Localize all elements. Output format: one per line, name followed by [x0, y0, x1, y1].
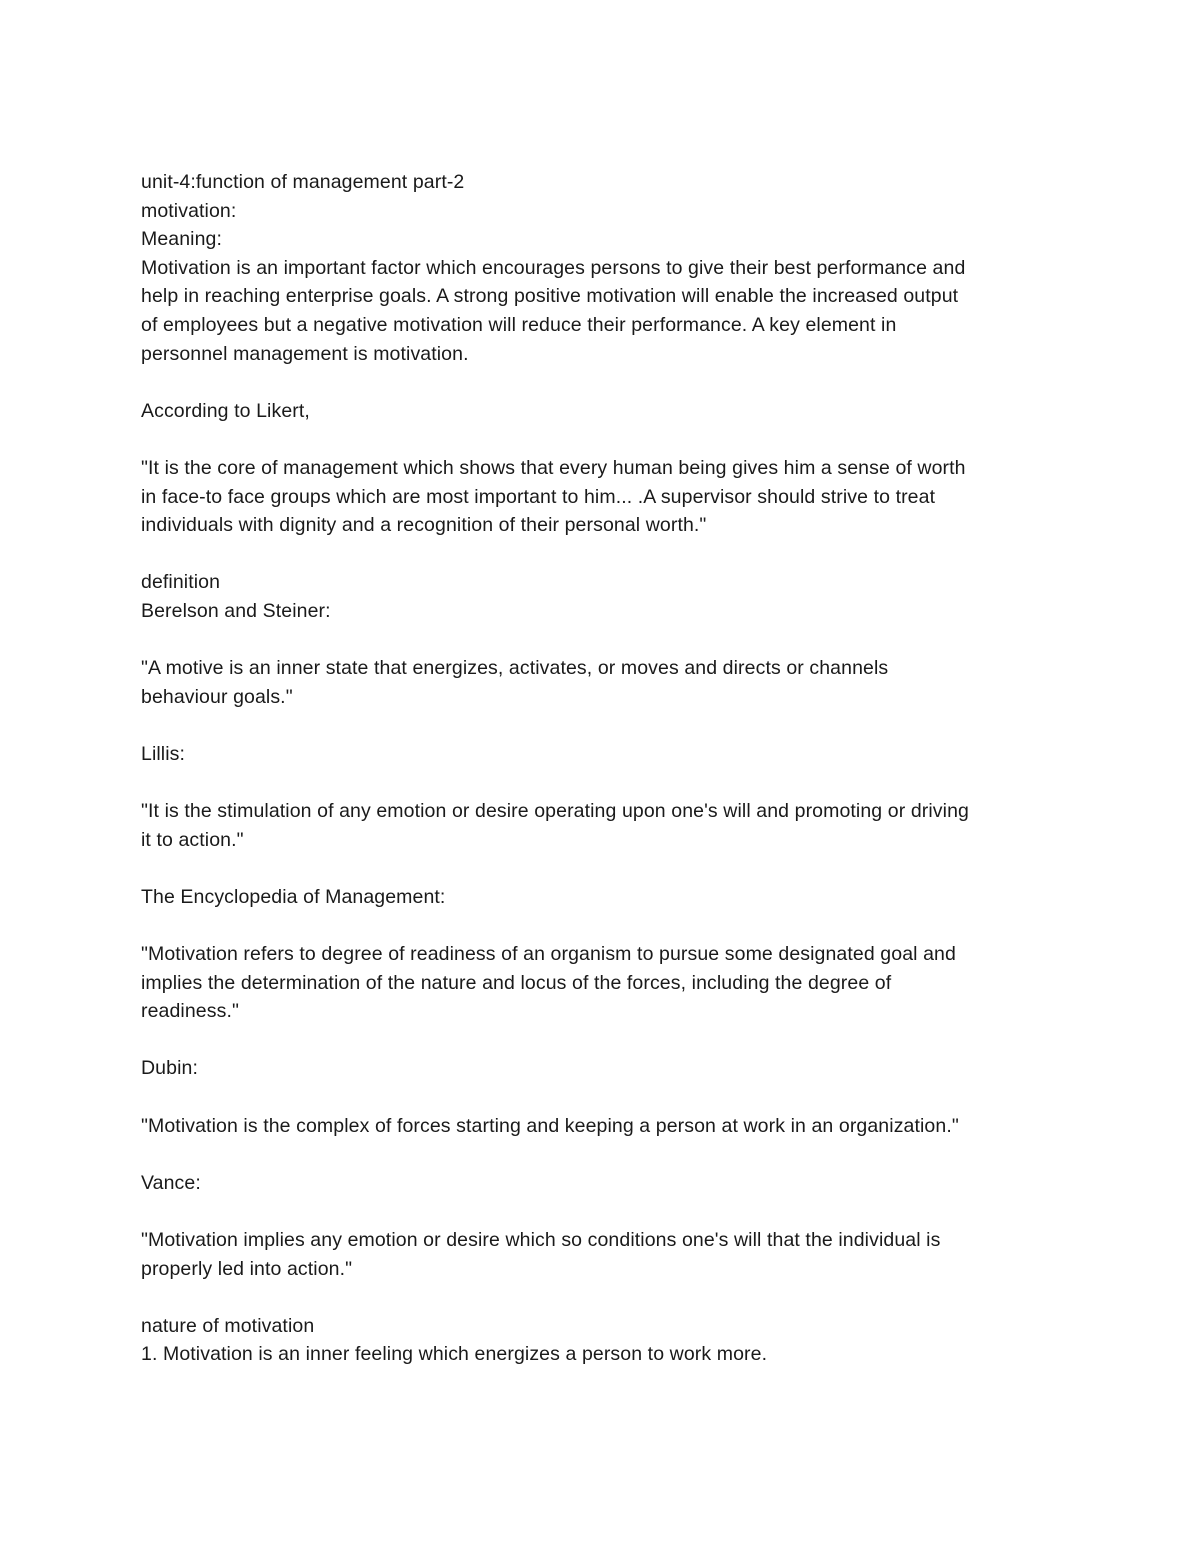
spacer [141, 540, 1061, 569]
lillis-quote-line: it to action." [141, 828, 244, 851]
spacer [141, 1140, 1061, 1169]
spacer [141, 626, 1061, 655]
likert-quote-line: in face-to face groups which are most important to him... .A supervisor should strive to treat [141, 485, 936, 508]
likert-quote-line: "It is the core of management which shows that every human being gives him a sense of worth [141, 456, 966, 479]
berelson-quote-line: "A motive is an inner state that energizes, activates, or moves and directs or channels [141, 657, 889, 680]
encyclopedia-quote-line: readiness." [141, 1000, 239, 1023]
spacer [141, 854, 1061, 883]
berelson-heading: Berelson and Steiner: [141, 599, 331, 622]
spacer [141, 768, 1061, 797]
likert-intro: According to Likert, [141, 399, 310, 422]
spacer [141, 1026, 1061, 1055]
spacer [141, 711, 1061, 740]
meaning-heading: Meaning: [141, 228, 223, 251]
spacer [141, 1197, 1061, 1226]
spacer [141, 911, 1061, 940]
nature-point: 1. Motivation is an inner feeling which energizes a person to work more. [141, 1343, 768, 1366]
berelson-quote-line: behaviour goals." [141, 685, 293, 708]
encyclopedia-quote-line: implies the determination of the nature and locus of the forces, including the degree of [141, 971, 892, 994]
encyclopedia-quote-line: "Motivation refers to degree of readiness of an organism to pursue some designated goal and [141, 943, 956, 966]
lillis-heading: Lillis: [141, 742, 186, 765]
meaning-paragraph-line: help in reaching enterprise goals. A strong positive motivation will enable the increased output [141, 285, 959, 308]
meaning-paragraph-line: of employees but a negative motivation will reduce their performance. A key element in [141, 313, 897, 336]
spacer [141, 368, 1061, 397]
meaning-paragraph-line: personnel management is motivation. [141, 342, 469, 365]
spacer [141, 1283, 1061, 1312]
dubin-quote: "Motivation is the complex of forces starting and keeping a person at work in an organization." [141, 1114, 959, 1137]
document-body [141, 168, 1061, 1369]
topic-heading: motivation: [141, 199, 237, 222]
vance-heading: Vance: [141, 1171, 201, 1194]
vance-quote-line: properly led into action." [141, 1257, 353, 1280]
spacer [141, 1083, 1061, 1112]
lillis-quote-line: "It is the stimulation of any emotion or desire operating upon one's will and promoting or driving [141, 800, 969, 823]
likert-quote-line: individuals with dignity and a recognition of their personal worth." [141, 514, 707, 537]
spacer [141, 425, 1061, 454]
nature-heading: nature of motivation [141, 1314, 315, 1337]
document-title: unit-4:function of management part-2 [141, 171, 465, 193]
meaning-paragraph-line: Motivation is an important factor which encourages persons to give their best performance and [141, 256, 966, 279]
vance-quote-line: "Motivation implies any emotion or desire which so conditions one's will that the individual is [141, 1228, 941, 1251]
dubin-heading: Dubin: [141, 1057, 198, 1080]
definition-heading: definition [141, 571, 221, 594]
encyclopedia-heading: The Encyclopedia of Management: [141, 885, 446, 908]
